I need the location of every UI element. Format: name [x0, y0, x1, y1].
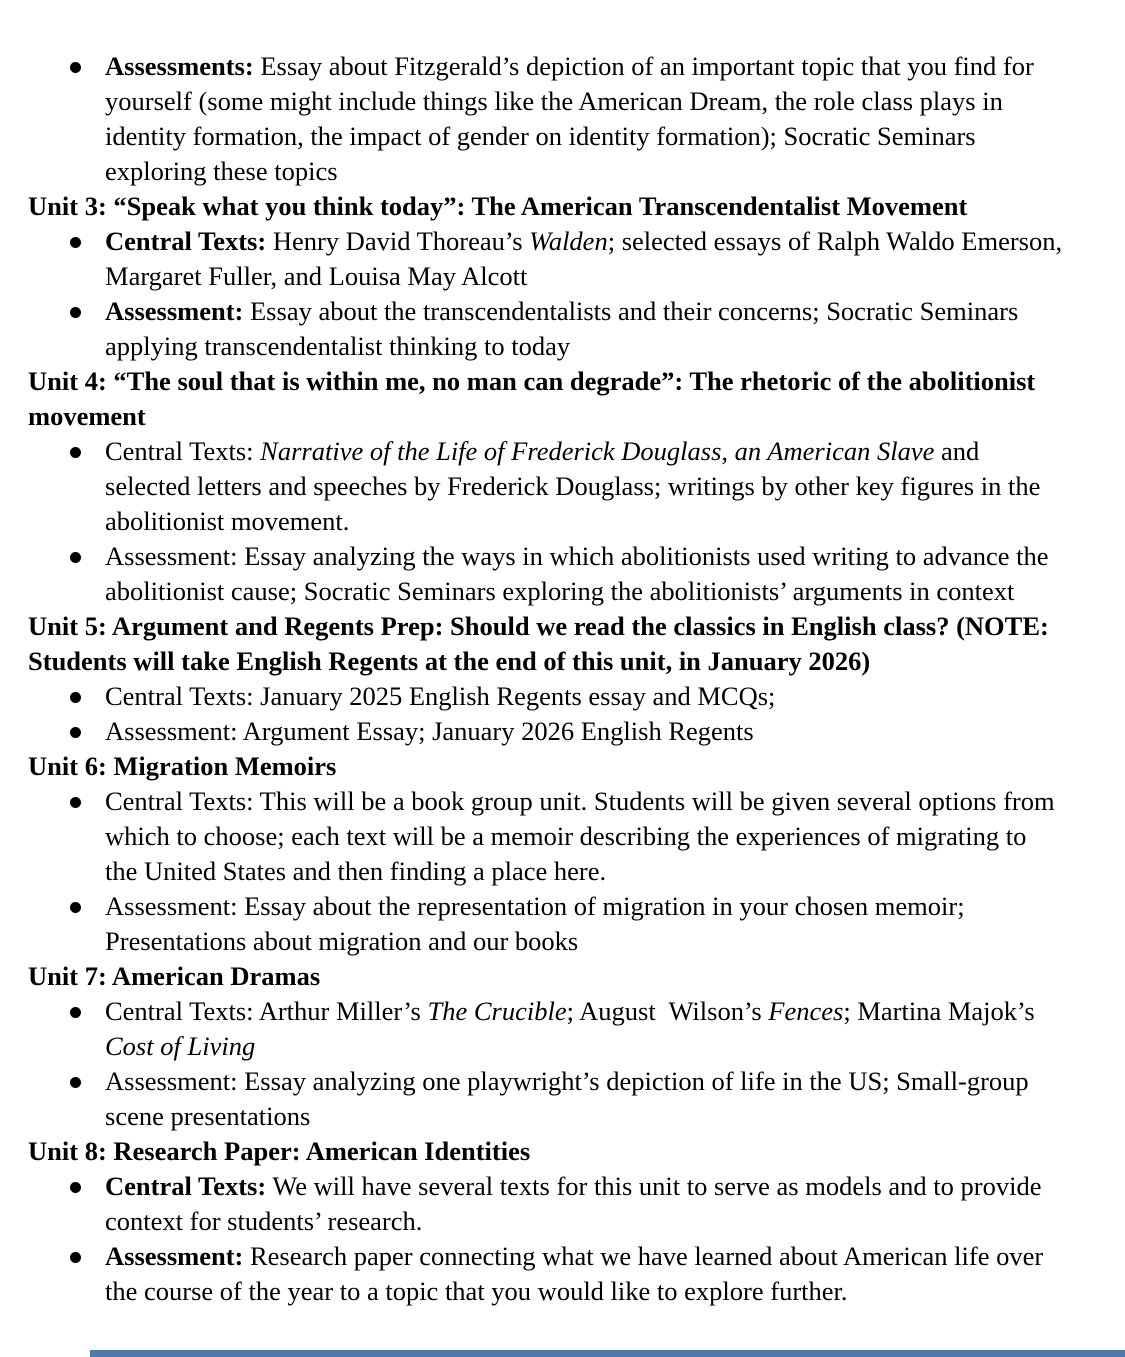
text-segment: The Crucible — [427, 996, 567, 1026]
bullet-item — [70, 679, 1075, 714]
text-segment: Henry David Thoreau’s — [266, 226, 530, 256]
text-segment: Central Texts: January 2025 English Regents essay and MCQs; — [105, 681, 776, 711]
bullet-marker — [70, 224, 105, 294]
text-segment: Central Texts: — [105, 1171, 267, 1201]
text-segment: Unit 5: Argument and Regents Prep: Should we read the classics in English class? (NOTE: Students will take English Regents at the end of this unit, in January 2026) — [28, 611, 1056, 676]
bullet-item — [70, 49, 1075, 189]
bullet-item — [70, 1064, 1075, 1134]
bullet-item — [70, 784, 1075, 889]
bullet-text — [105, 679, 1063, 714]
bullet-marker — [70, 889, 105, 959]
text-segment: Central Texts: Arthur Miller’s — [105, 996, 428, 1026]
unit-heading — [28, 364, 1075, 434]
bullet-item — [70, 539, 1075, 609]
unit-heading — [28, 609, 1075, 679]
text-segment: Assessment: — [105, 296, 244, 326]
bullet-text — [105, 889, 1063, 959]
bottom-bar — [90, 1350, 1125, 1357]
text-segment: Assessments: — [105, 51, 254, 81]
text-segment: We will have several texts for this unit to serve as models and to provide context for students’ research. — [105, 1171, 1049, 1236]
bullet-marker — [70, 49, 105, 189]
text-segment: Assessment: Essay analyzing one playwright’s depiction of life in the US; Small-group scene presentations — [105, 1066, 1036, 1131]
bullet-text — [105, 224, 1069, 294]
text-segment: Central Texts: This will be a book group unit. Students will be given several options from which to choose; each text will be a memoir describing the experiences of migrating to the United States and then finding a place here. — [105, 786, 1062, 886]
bullet-marker — [70, 784, 105, 889]
text-segment: Unit 7: American Dramas — [28, 961, 321, 991]
bullet-item — [70, 889, 1075, 959]
bullet-text — [105, 434, 1063, 539]
unit-heading — [28, 749, 1075, 784]
bullet-marker — [70, 294, 105, 364]
bullet-item — [70, 1239, 1075, 1309]
bullet-item — [70, 714, 1075, 749]
text-segment: Central Texts: — [105, 436, 261, 466]
bullet-item — [70, 294, 1075, 364]
text-segment: Unit 8: Research Paper: American Identities — [28, 1136, 531, 1166]
bullet-text — [105, 1169, 1063, 1239]
text-segment: Assessment: Argument Essay; January 2026 English Regents — [105, 716, 754, 746]
bullet-marker — [70, 434, 105, 539]
bullet-text — [105, 784, 1063, 889]
text-segment: Unit 3: “Speak what you think today”: The American Transcendentalist Movement — [28, 191, 968, 221]
bullet-text — [105, 294, 1063, 364]
bullet-item — [70, 224, 1075, 294]
text-segment: ; selected essays of Ralph Waldo Emerson, Margaret Fuller, and Louisa May Alcott — [105, 226, 1069, 291]
text-segment: Essay about Fitzgerald’s depiction of an important topic that you find for yourself (some might include things like the American Dream, the role class plays in identity formation, the impact of gender on identity formation); Socratic Seminars exploring these topics — [105, 51, 1041, 186]
text-segment: Unit 6: Migration Memoirs — [28, 751, 337, 781]
text-segment: Essay about the transcendentalists and their concerns; Socratic Seminars applying transcendentalist thinking to today — [105, 296, 1025, 361]
bullet-marker — [70, 1169, 105, 1239]
text-segment: Cost of Living — [105, 1031, 256, 1061]
bullet-text — [105, 49, 1063, 189]
text-segment: ; Martina Majok’s — [843, 996, 1042, 1026]
bullet-marker — [70, 714, 105, 749]
text-segment: Central Texts: — [105, 226, 267, 256]
bullet-text — [105, 1239, 1063, 1309]
text-segment: Narrative of the Life of Frederick Douglass, an American Slave — [260, 436, 935, 466]
bullet-text — [105, 714, 1063, 749]
bullet-text — [105, 994, 1063, 1064]
text-segment: and selected letters and speeches by Frederick Douglass; writings by other key figures in the abolitionist movement. — [105, 436, 1047, 536]
bullet-marker — [70, 994, 105, 1064]
bullet-marker — [70, 1064, 105, 1134]
bullet-marker — [70, 539, 105, 609]
bullet-text — [105, 1064, 1063, 1134]
unit-heading — [28, 189, 1075, 224]
document-content — [28, 49, 1075, 1309]
text-segment: Walden — [529, 226, 608, 256]
bullet-item — [70, 434, 1075, 539]
text-segment: ; August Wilson’s — [566, 996, 769, 1026]
unit-heading — [28, 1134, 1075, 1169]
text-segment: Assessment: — [105, 1241, 244, 1271]
bullet-marker — [70, 1239, 105, 1309]
bullet-text — [105, 539, 1063, 609]
bullet-marker — [70, 679, 105, 714]
text-segment: Fences — [768, 996, 844, 1026]
text-segment: Assessment: Essay analyzing the ways in which abolitionists used writing to advance the abolitionist cause; Socratic Seminars exploring the abolitionists’ arguments in context — [105, 541, 1056, 606]
bullet-item — [70, 1169, 1075, 1239]
text-segment: Research paper connecting what we have learned about American life over the course of the year to a topic that you would like to explore further. — [105, 1241, 1050, 1306]
unit-heading — [28, 959, 1075, 994]
text-segment: Assessment: Essay about the representation of migration in your chosen memoir; Presentations about migration and our books — [105, 891, 972, 956]
text-segment: Unit 4: “The soul that is within me, no man can degrade”: The rhetoric of the abolitionist movement — [28, 366, 1042, 431]
bullet-item — [70, 994, 1075, 1064]
